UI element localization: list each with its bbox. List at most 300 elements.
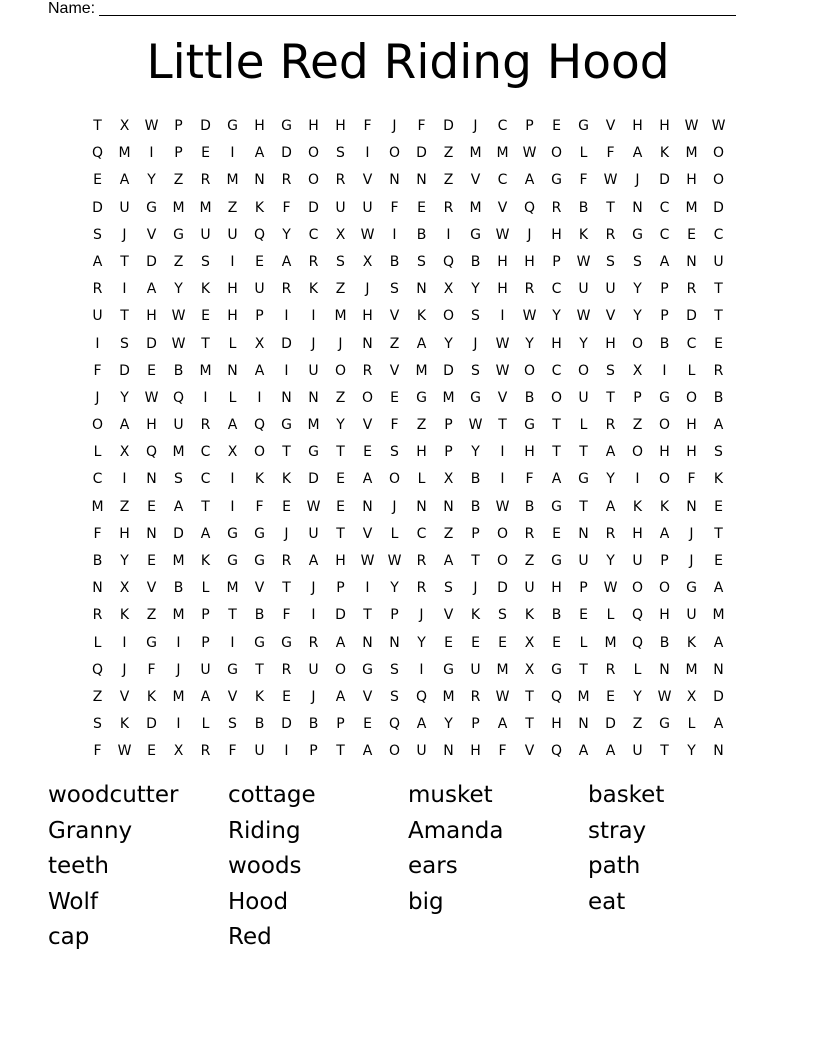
grid-letter: A [713,716,724,733]
grid-letter: E [687,226,696,243]
grid-letter: T [714,525,723,542]
grid-letter: K [632,498,643,515]
grid-letter: A [605,498,616,515]
grid-letter: T [120,253,129,270]
grid-letter: H [551,335,562,352]
grid-letter: E [147,553,156,569]
grid-letter: Y [579,335,588,352]
grid-letter: W [171,335,186,352]
grid-letter: A [416,716,427,733]
grid-letter: P [633,389,642,406]
grid-letter: D [281,335,292,352]
grid-letter: Y [444,335,453,352]
grid-row [84,195,732,222]
grid-letter: D [146,716,157,733]
grid-letter: S [336,145,345,162]
grid-letter: A [335,688,346,705]
grid-letter: A [227,417,238,434]
grid-letter: V [389,308,400,325]
grid-letter: P [444,444,453,461]
grid-letter: N [416,498,427,515]
grid-letter: X [524,634,535,651]
grid-row [84,466,732,493]
grid-letter: T [525,716,534,733]
grid-letter: E [471,634,480,651]
grid-letter: G [254,634,265,651]
grid-letter: A [173,498,184,515]
grid-letter: B [173,362,184,379]
grid-letter: R [605,525,616,542]
grid-letter: R [605,226,616,243]
grid-letter: F [282,607,291,624]
grid-letter: F [147,661,156,678]
grid-letter: D [308,471,319,488]
grid-letter: K [254,199,265,216]
grid-letter: H [227,281,238,298]
grid-letter: O [307,172,320,189]
grid-row [84,222,732,249]
grid-letter: L [579,417,588,434]
grid-row [84,331,732,358]
grid-letter: U [92,308,103,325]
grid-letter: T [579,661,588,678]
grid-letter: G [578,471,589,488]
grid-letter: U [254,281,265,298]
grid-letter: R [92,607,103,624]
grid-letter: D [497,580,508,597]
grid-letter: G [524,417,535,434]
grid-letter: N [146,471,157,488]
grid-letter: G [686,580,697,597]
grid-letter: V [389,362,400,379]
grid-letter: Y [471,281,480,298]
grid-letter: J [473,580,478,597]
grid-letter: A [632,145,643,162]
grid-letter: W [522,145,537,162]
grid-row [84,630,732,657]
grid-letter: W [495,335,510,352]
grid-letter: H [119,525,130,542]
grid-letter: X [686,688,697,705]
grid-letter: Z [335,281,346,298]
grid-letter: O [523,362,536,379]
grid-letter: Y [390,580,399,597]
grid-letter: N [443,498,454,515]
grid-letter: P [444,417,453,434]
grid-letter: Q [415,688,428,705]
grid-letter: E [147,498,156,515]
grid-letter: H [686,172,697,189]
grid-letter: L [633,661,642,678]
grid-letter: K [470,607,481,624]
word-list-item: teeth [48,853,109,879]
grid-letter: P [255,308,264,325]
grid-letter: J [284,525,289,542]
grid-letter: X [443,281,454,298]
grid-letter: E [498,634,507,651]
grid-letter: Y [120,553,129,569]
grid-letter: E [417,199,426,216]
grid-letter: G [227,553,238,569]
grid-letter: A [254,145,265,162]
grid-letter: M [172,607,185,624]
grid-letter: A [281,253,292,270]
grid-letter: O [388,471,401,488]
grid-letter: I [662,362,667,379]
grid-letter: T [228,607,237,624]
grid-letter: L [687,716,696,733]
grid-letter: B [389,253,400,270]
grid-letter: K [578,226,589,243]
grid-letter: G [227,118,238,134]
grid-row [84,113,732,140]
grid-letter: G [362,661,373,678]
grid-letter: Q [172,389,185,406]
grid-letter: V [119,688,130,705]
grid-letter: N [443,743,454,760]
grid-letter: J [122,226,127,243]
word-list-item: eat [588,888,626,915]
grid-letter: L [228,335,237,352]
grid-letter: K [200,281,211,298]
grid-letter: M [172,553,185,569]
grid-letter: G [227,525,238,542]
grid-row [84,657,732,684]
grid-letter: J [95,389,100,406]
grid-letter: O [658,580,671,597]
grid-letter: Z [443,145,454,162]
grid-letter: Y [120,389,129,406]
grid-letter: T [93,118,102,134]
word-list-item: Wolf [48,888,98,915]
grid-letter: S [93,716,102,733]
grid-letter: M [496,145,509,162]
grid-row [84,575,732,602]
grid-letter: A [659,525,670,542]
grid-letter: X [119,444,130,461]
grid-letter: N [362,634,373,651]
grid-letter: W [603,580,618,597]
grid-letter: D [281,716,292,733]
grid-letter: D [173,525,184,542]
grid-letter: A [335,634,346,651]
grid-letter: S [606,362,615,379]
grid-letter: H [497,281,508,298]
word-list-item: cap [48,924,90,950]
grid-letter: M [685,661,698,678]
grid-letter: Y [633,281,642,298]
grid-letter: V [497,199,508,216]
grid-letter: A [497,716,508,733]
grid-letter: Z [92,688,103,705]
grid-letter: O [307,145,320,162]
grid-letter: S [390,444,399,461]
grid-letter: X [119,580,130,597]
grid-letter: T [579,498,588,515]
grid-letter: E [552,118,561,134]
grid-letter: B [470,498,481,515]
grid-letter: K [416,308,427,325]
grid-letter: J [392,118,397,134]
grid-letter: G [551,172,562,189]
grid-letter: S [471,308,480,325]
grid-letter: I [392,226,397,243]
grid-letter: T [282,580,291,597]
grid-letter: A [524,172,535,189]
grid-letter: N [254,172,265,189]
grid-letter: K [686,634,697,651]
grid-letter: E [336,498,345,515]
grid-letter: I [122,634,127,651]
grid-letter: Q [442,253,455,270]
grid-letter: W [144,389,159,406]
grid-letter: S [633,253,642,270]
grid-letter: G [227,661,238,678]
grid-letter: D [200,118,211,134]
grid-letter: H [146,417,157,434]
name-label: Name: [48,0,96,17]
grid-letter: S [174,471,183,488]
grid-letter: U [632,553,643,569]
grid-letter: U [416,743,427,760]
grid-letter: P [174,118,183,134]
grid-letter: M [469,199,482,216]
grid-letter: D [146,335,157,352]
grid-letter: I [230,498,235,515]
grid-letter: C [659,226,670,243]
grid-letter: W [144,118,159,134]
grid-letter: Q [631,607,644,624]
grid-letter: O [550,389,563,406]
grid-letter: W [495,498,510,515]
grid-letter: T [660,743,669,760]
grid-letter: T [336,525,345,542]
grid-letter: C [497,172,508,189]
grid-letter: E [390,389,399,406]
grid-letter: Y [471,444,480,461]
grid-letter: D [605,716,616,733]
grid-letter: R [605,417,616,434]
grid-letter: M [118,145,131,162]
grid-letter: Q [253,417,266,434]
grid-letter: T [471,553,480,569]
word-list-item: Riding [228,817,301,844]
grid-letter: I [419,661,424,678]
grid-letter: H [362,308,373,325]
grid-letter: H [497,253,508,270]
grid-row [84,358,732,385]
grid-letter: G [470,389,481,406]
grid-letter: U [362,199,373,216]
grid-letter: F [255,498,264,515]
word-list-item: stray [588,817,647,844]
grid-letter: K [713,471,724,488]
grid-letter: L [201,580,210,597]
grid-letter: F [93,525,102,542]
grid-letter: V [227,688,238,705]
grid-letter: W [360,226,375,243]
grid-letter: U [227,226,238,243]
grid-letter: E [579,607,588,624]
grid-letter: R [308,634,319,651]
grid-letter: G [308,444,319,461]
grid-letter: Z [227,199,238,216]
grid-letter: L [93,634,102,651]
grid-letter: G [146,199,157,216]
grid-letter: L [228,389,237,406]
grid-letter: I [257,389,262,406]
grid-letter: R [281,281,292,298]
grid-letter: E [201,145,210,162]
grid-letter: U [335,199,346,216]
grid-letter: D [686,308,697,325]
grid-letter: V [362,688,373,705]
grid-letter: L [93,444,102,461]
grid-letter: Z [632,417,643,434]
grid-letter: T [336,444,345,461]
grid-letter: H [524,253,535,270]
grid-letter: H [146,308,157,325]
grid-letter: I [230,471,235,488]
grid-letter: A [605,444,616,461]
grid-letter: Y [444,716,453,733]
grid-letter: G [281,118,292,134]
grid-letter: E [363,444,372,461]
grid-letter: G [254,525,265,542]
grid-letter: U [713,253,724,270]
grid-letter: C [659,199,670,216]
grid-letter: H [551,580,562,597]
grid-letter: I [149,145,154,162]
grid-letter: K [308,281,319,298]
grid-letter: S [120,335,129,352]
grid-letter: I [284,308,289,325]
grid-letter: J [338,335,343,352]
grid-letter: B [470,471,481,488]
grid-letter: A [713,634,724,651]
grid-letter: Z [524,553,535,569]
grid-letter: U [308,661,319,678]
grid-letter: M [415,362,428,379]
grid-letter: G [578,118,589,134]
grid-letter: B [416,226,427,243]
grid-letter: O [334,362,347,379]
grid-letter: E [714,335,723,352]
grid-letter: H [551,226,562,243]
grid-letter: O [442,308,455,325]
grid-letter: V [146,226,157,243]
grid-letter: G [281,417,292,434]
grid-letter: J [122,661,127,678]
grid-letter: A [443,553,454,569]
grid-letter: P [336,580,345,597]
grid-letter: U [470,661,481,678]
grid-letter: B [524,389,535,406]
grid-letter: U [578,553,589,569]
grid-letter: G [470,226,481,243]
grid-letter: Y [606,553,615,569]
grid-letter: M [442,688,455,705]
grid-letter: H [416,444,427,461]
grid-letter: U [119,199,130,216]
grid-letter: R [686,281,697,298]
grid-letter: I [122,471,127,488]
grid-letter: B [578,199,589,216]
grid-letter: P [390,607,399,624]
grid-letter: A [659,253,670,270]
grid-letter: N [389,172,400,189]
grid-letter: N [686,498,697,515]
grid-row [84,249,732,276]
grid-letter: Y [336,417,345,434]
grid-letter: D [443,362,454,379]
grid-letter: V [443,607,454,624]
grid-letter: P [552,253,561,270]
grid-letter: A [146,281,157,298]
word-list-item: ears [408,853,458,879]
grid-letter: H [308,118,319,134]
grid-letter: S [498,607,507,624]
grid-letter: R [281,553,292,569]
grid-letter: J [365,281,370,298]
grid-letter: M [712,607,725,624]
grid-letter: N [578,716,589,733]
grid-letter: H [632,525,643,542]
grid-letter: M [469,145,482,162]
grid-letter: Q [550,743,563,760]
grid-letter: X [335,226,346,243]
grid-letter: W [684,118,699,134]
grid-letter: O [253,444,266,461]
grid-letter: R [524,525,535,542]
grid-letter: X [632,362,643,379]
grid-letter: R [605,661,616,678]
grid-letter: A [551,471,562,488]
grid-letter: W [117,743,132,760]
grid-letter: V [470,172,481,189]
grid-letter: N [686,253,697,270]
word-list-item: woods [228,853,302,879]
word-list [48,778,768,956]
grid-letter: S [444,580,453,597]
grid-letter: Y [147,172,156,189]
grid-letter: F [93,743,102,760]
grid-letter: S [714,444,723,461]
name-field [48,0,748,20]
grid-row [84,711,732,738]
grid-letter: J [527,226,532,243]
grid-letter: L [201,716,210,733]
grid-letter: M [307,417,320,434]
grid-letter: R [92,281,103,298]
grid-letter: J [473,335,478,352]
grid-letter: T [498,417,507,434]
grid-letter: C [713,226,724,243]
grid-letter: Y [417,634,426,651]
grid-letter: M [604,634,617,651]
grid-letter: W [657,688,672,705]
grid-letter: G [659,716,670,733]
grid-letter: W [495,362,510,379]
grid-letter: S [336,253,345,270]
grid-row [84,439,732,466]
grid-letter: E [147,362,156,379]
grid-letter: K [146,688,157,705]
grid-letter: Q [91,661,104,678]
grid-letter: H [659,444,670,461]
grid-letter: U [605,281,616,298]
grid-letter: Z [173,172,184,189]
